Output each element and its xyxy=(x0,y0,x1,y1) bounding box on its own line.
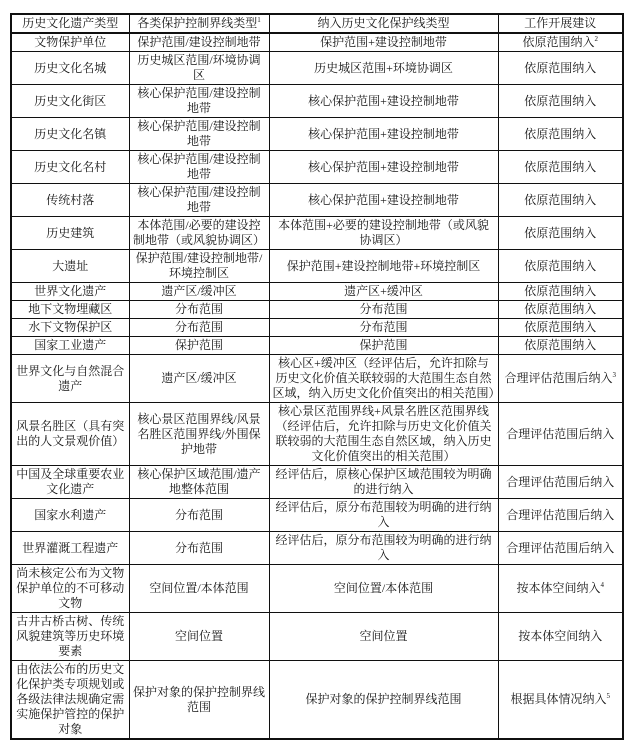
table-row xyxy=(11,283,623,301)
table-cell xyxy=(11,118,129,151)
table-cell xyxy=(129,337,269,355)
cell-text: 空间位置 xyxy=(359,629,408,643)
cell-text: 本体范围/必要的建设控制地带（或风貌协调区） xyxy=(132,218,265,247)
table-cell xyxy=(269,151,498,184)
table-cell xyxy=(269,532,498,565)
table-cell xyxy=(269,184,498,217)
cell-text: 分布范围 xyxy=(359,302,408,316)
table-cell xyxy=(11,85,129,118)
cell-text: 历史文化遗产类型 xyxy=(22,16,119,30)
table-row xyxy=(11,85,623,118)
table-cell xyxy=(269,217,498,250)
table-cell xyxy=(498,319,623,337)
table-cell xyxy=(269,355,501,403)
table-cell xyxy=(129,250,269,283)
cell-text: 保护范围 xyxy=(359,338,408,352)
cell-text: 历史城区范围/环境协调区 xyxy=(137,53,261,82)
table-cell xyxy=(269,319,498,337)
cell-text: 核心区+缓冲区（经评估后，允许扣除与历史文化价值关联较弱的大范围生态自然区域，纳入历史文化价值突出的相关范围） xyxy=(272,356,501,400)
cell-text: 水下文物保护区 xyxy=(28,320,113,334)
cell-text: 依原范围纳入 xyxy=(524,159,597,174)
table-cell xyxy=(129,52,269,85)
table-cell xyxy=(129,151,269,184)
cell-text: 核心保护范围+建设控制地带 xyxy=(308,192,459,207)
table-cell xyxy=(498,217,623,250)
cell-text: 按本体空间纳入 xyxy=(518,629,603,643)
table-cell xyxy=(11,283,129,301)
heritage-protection-table xyxy=(10,13,624,740)
table-row xyxy=(11,301,623,319)
cell-text: 核心保护范围/建设控制地带 xyxy=(137,185,261,214)
cell-text: 合理评估范围后纳入 xyxy=(506,507,615,522)
cell-text: 核心保护范围+建设控制地带 xyxy=(308,126,459,141)
table-row xyxy=(11,403,623,466)
cell-text: 尚未核定公布为文物保护单位的不可移动文物 xyxy=(16,566,125,610)
table-cell xyxy=(498,33,623,52)
cell-text: 核心保护范围/建设控制地带 xyxy=(137,119,261,148)
table-cell xyxy=(498,337,623,355)
cell-text: 经评估后，原核心保护区域范围较为明确的进行纳入 xyxy=(275,467,492,496)
table-cell xyxy=(498,499,623,532)
footnote-marker: 1 xyxy=(257,16,261,24)
table-cell xyxy=(11,52,129,85)
cell-text: 依原范围纳入 xyxy=(524,225,597,240)
cell-text: 各类保护控制界线类型 xyxy=(137,16,258,30)
cell-text: 核心保护范围/建设控制地带 xyxy=(137,86,261,115)
column-header-1 xyxy=(11,14,129,33)
cell-text: 依原范围纳入 xyxy=(524,338,597,352)
table-row xyxy=(11,184,623,217)
table-row xyxy=(11,52,623,85)
table-cell xyxy=(269,403,498,466)
table-cell xyxy=(129,184,269,217)
table-header xyxy=(11,14,623,33)
table-cell xyxy=(269,499,498,532)
table-cell xyxy=(498,85,623,118)
table-cell xyxy=(11,466,129,499)
cell-text: 文物保护单位 xyxy=(34,35,107,49)
cell-text: 按本体空间纳入 xyxy=(516,581,601,595)
column-header-3 xyxy=(269,14,498,33)
table-row xyxy=(11,217,623,250)
table-cell xyxy=(11,151,129,184)
footnote-marker: 5 xyxy=(606,692,610,700)
table-cell xyxy=(11,184,129,217)
cell-text: 空间位置/本体范围 xyxy=(149,581,249,595)
table-cell xyxy=(269,301,498,319)
cell-text: 古井古桥古树、传统风貌建筑等历史环境要素 xyxy=(16,614,125,658)
cell-text: 历史文化名镇 xyxy=(34,126,107,141)
cell-text: 保护范围/建设控制地带/环境控制区 xyxy=(135,251,263,280)
table-cell xyxy=(129,565,269,613)
table-cell xyxy=(129,466,269,499)
cell-text: 历史文化名城 xyxy=(34,60,107,75)
cell-text: 核心景区范围界线/风景名胜区范围界线/外围保护地带 xyxy=(137,411,261,456)
table-row xyxy=(11,33,623,52)
table-cell xyxy=(11,217,129,250)
table-cell xyxy=(498,52,623,85)
cell-text: 保护对象的保护控制界线范围 xyxy=(305,692,462,706)
cell-text: 依原范围纳入 xyxy=(524,302,597,316)
cell-text: 工作开展建议 xyxy=(524,16,597,30)
table-cell xyxy=(129,283,269,301)
table-cell xyxy=(11,532,129,565)
cell-text: 依原范围纳入 xyxy=(524,93,597,108)
cell-text: 风景名胜区（具有突出的人文景观价值） xyxy=(16,419,125,448)
cell-text: 空间位置 xyxy=(174,629,223,643)
cell-text: 遗产区/缓冲区 xyxy=(161,284,237,298)
cell-text: 保护范围+建设控制地带+环境控制区 xyxy=(286,258,481,273)
cell-text: 保护对象的保护控制界线范围 xyxy=(132,684,265,714)
cell-text: 依原范围纳入 xyxy=(524,284,597,298)
table-cell xyxy=(11,565,129,613)
cell-text: 依原范围纳入 xyxy=(522,35,595,49)
cell-text: 分布范围 xyxy=(174,302,223,316)
table-cell xyxy=(129,319,269,337)
table-cell xyxy=(11,661,129,740)
cell-text: 由依法公布的历史文化保护类专项规划或各级法律法规确定需实施保护管控的保护对象 xyxy=(16,662,125,736)
cell-text: 本体范围+必要的建设控制地带（或风貌协调区） xyxy=(278,218,489,247)
cell-text: 地下文物埋藏区 xyxy=(28,302,113,316)
table-row xyxy=(11,499,623,532)
cell-text: 依原范围纳入 xyxy=(524,258,597,273)
table-cell xyxy=(11,33,129,52)
table-body xyxy=(11,33,623,739)
cell-text: 合理评估范围后纳入 xyxy=(506,426,615,441)
table-cell xyxy=(498,565,623,613)
cell-text: 国家工业遗产 xyxy=(34,338,107,352)
cell-text: 依原范围纳入 xyxy=(524,60,597,75)
cell-text: 合理评估范围后纳入 xyxy=(506,540,615,555)
table-cell xyxy=(129,85,269,118)
table-cell xyxy=(269,118,498,151)
cell-text: 传统村落 xyxy=(46,192,95,207)
cell-text: 纳入历史文化保护线类型 xyxy=(317,16,450,30)
table-cell xyxy=(269,613,498,661)
table-row xyxy=(11,532,623,565)
footnote-marker: 2 xyxy=(594,35,598,43)
cell-text: 合理评估范围后纳入 xyxy=(504,371,613,385)
table-cell xyxy=(129,613,269,661)
cell-text: 保护范围/建设控制地带 xyxy=(137,35,261,49)
table-cell xyxy=(498,613,623,661)
cell-text: 历史城区范围+环境协调区 xyxy=(314,60,453,75)
table-cell xyxy=(129,301,269,319)
table-cell xyxy=(269,661,498,740)
cell-text: 分布范围 xyxy=(359,320,408,334)
column-header-4 xyxy=(498,14,623,33)
cell-text: 遗产区+缓冲区 xyxy=(344,284,423,298)
header-row xyxy=(11,14,623,33)
footnote-marker: 3 xyxy=(612,371,616,379)
table-row xyxy=(11,466,623,499)
table-row xyxy=(11,151,623,184)
table-cell xyxy=(11,355,129,403)
table-cell xyxy=(11,403,129,466)
table-cell xyxy=(498,661,623,740)
table-row xyxy=(11,565,623,613)
table-cell xyxy=(269,283,498,301)
table-row xyxy=(11,118,623,151)
table-cell xyxy=(269,33,498,52)
table-cell xyxy=(498,355,623,403)
cell-text: 保护范围+建设控制地带 xyxy=(320,35,447,49)
cell-text: 核心保护范围+建设控制地带 xyxy=(308,159,459,174)
column-header-2 xyxy=(129,14,269,33)
cell-text: 中国及全球重要农业文化遗产 xyxy=(16,467,125,496)
table-cell xyxy=(129,217,269,250)
table-cell xyxy=(269,466,498,499)
footnote-marker: 4 xyxy=(600,581,604,589)
table-row xyxy=(11,661,623,740)
cell-text: 历史建筑 xyxy=(46,225,95,240)
table-cell xyxy=(129,499,269,532)
table-cell xyxy=(129,532,269,565)
table-cell xyxy=(498,250,623,283)
cell-text: 依原范围纳入 xyxy=(524,192,597,207)
cell-text: 核心保护范围+建设控制地带 xyxy=(308,93,459,108)
table-cell xyxy=(129,661,269,740)
cell-text: 世界文化与自然混合遗产 xyxy=(16,363,125,393)
table-cell xyxy=(129,355,269,403)
table-row xyxy=(11,319,623,337)
cell-text: 世界灌溉工程遗产 xyxy=(22,540,119,555)
cell-text: 核心保护区域范围/遗产地整体范围 xyxy=(137,467,261,496)
table-cell xyxy=(11,250,129,283)
table-row xyxy=(11,355,623,403)
table-cell xyxy=(11,337,129,355)
cell-text: 保护范围 xyxy=(174,338,223,352)
table-cell xyxy=(498,184,623,217)
table-cell xyxy=(129,33,269,52)
table-cell xyxy=(498,301,623,319)
cell-text: 核心景区范围界线+风景名胜区范围界线（经评估后，允许扣除与历史文化价值关联较弱的大范围生态自然区域，纳入历史文化价值突出的相关范围） xyxy=(275,404,492,463)
cell-text: 分布范围 xyxy=(174,540,223,555)
table-cell xyxy=(11,613,129,661)
cell-text: 大遗址 xyxy=(52,258,89,273)
table-cell xyxy=(498,118,623,151)
table-cell xyxy=(129,118,269,151)
cell-text: 分布范围 xyxy=(174,320,223,334)
table-row xyxy=(11,613,623,661)
table-cell xyxy=(269,565,498,613)
cell-text: 经评估后，原分布范围较为明确的进行纳入 xyxy=(275,533,492,562)
table-cell xyxy=(498,403,623,466)
cell-text: 核心保护范围/建设控制地带 xyxy=(137,152,261,181)
table-cell xyxy=(11,319,129,337)
table-row xyxy=(11,250,623,283)
table-cell xyxy=(269,250,498,283)
table-cell xyxy=(498,151,623,184)
table-cell xyxy=(269,52,498,85)
table-cell xyxy=(269,85,498,118)
cell-text: 世界文化遗产 xyxy=(34,284,107,298)
cell-text: 空间位置/本体范围 xyxy=(333,581,434,595)
cell-text: 遗产区/缓冲区 xyxy=(161,371,237,385)
table-cell xyxy=(129,403,269,466)
table-row xyxy=(11,337,623,355)
cell-text: 合理评估范围后纳入 xyxy=(506,474,615,489)
cell-text: 历史文化街区 xyxy=(34,93,107,108)
cell-text: 国家水利遗产 xyxy=(34,507,107,522)
table-cell xyxy=(269,337,498,355)
cell-text: 分布范围 xyxy=(174,507,223,522)
table-cell xyxy=(11,499,129,532)
cell-text: 根据具体情况纳入 xyxy=(510,692,607,706)
cell-text: 依原范围纳入 xyxy=(524,126,597,141)
cell-text: 历史文化名村 xyxy=(34,159,107,174)
table-cell xyxy=(11,301,129,319)
table-cell xyxy=(498,283,623,301)
cell-text: 依原范围纳入 xyxy=(524,320,597,334)
table-cell xyxy=(498,532,623,565)
table-cell xyxy=(498,466,623,499)
cell-text: 经评估后，原分布范围较为明确的进行纳入 xyxy=(275,500,492,529)
